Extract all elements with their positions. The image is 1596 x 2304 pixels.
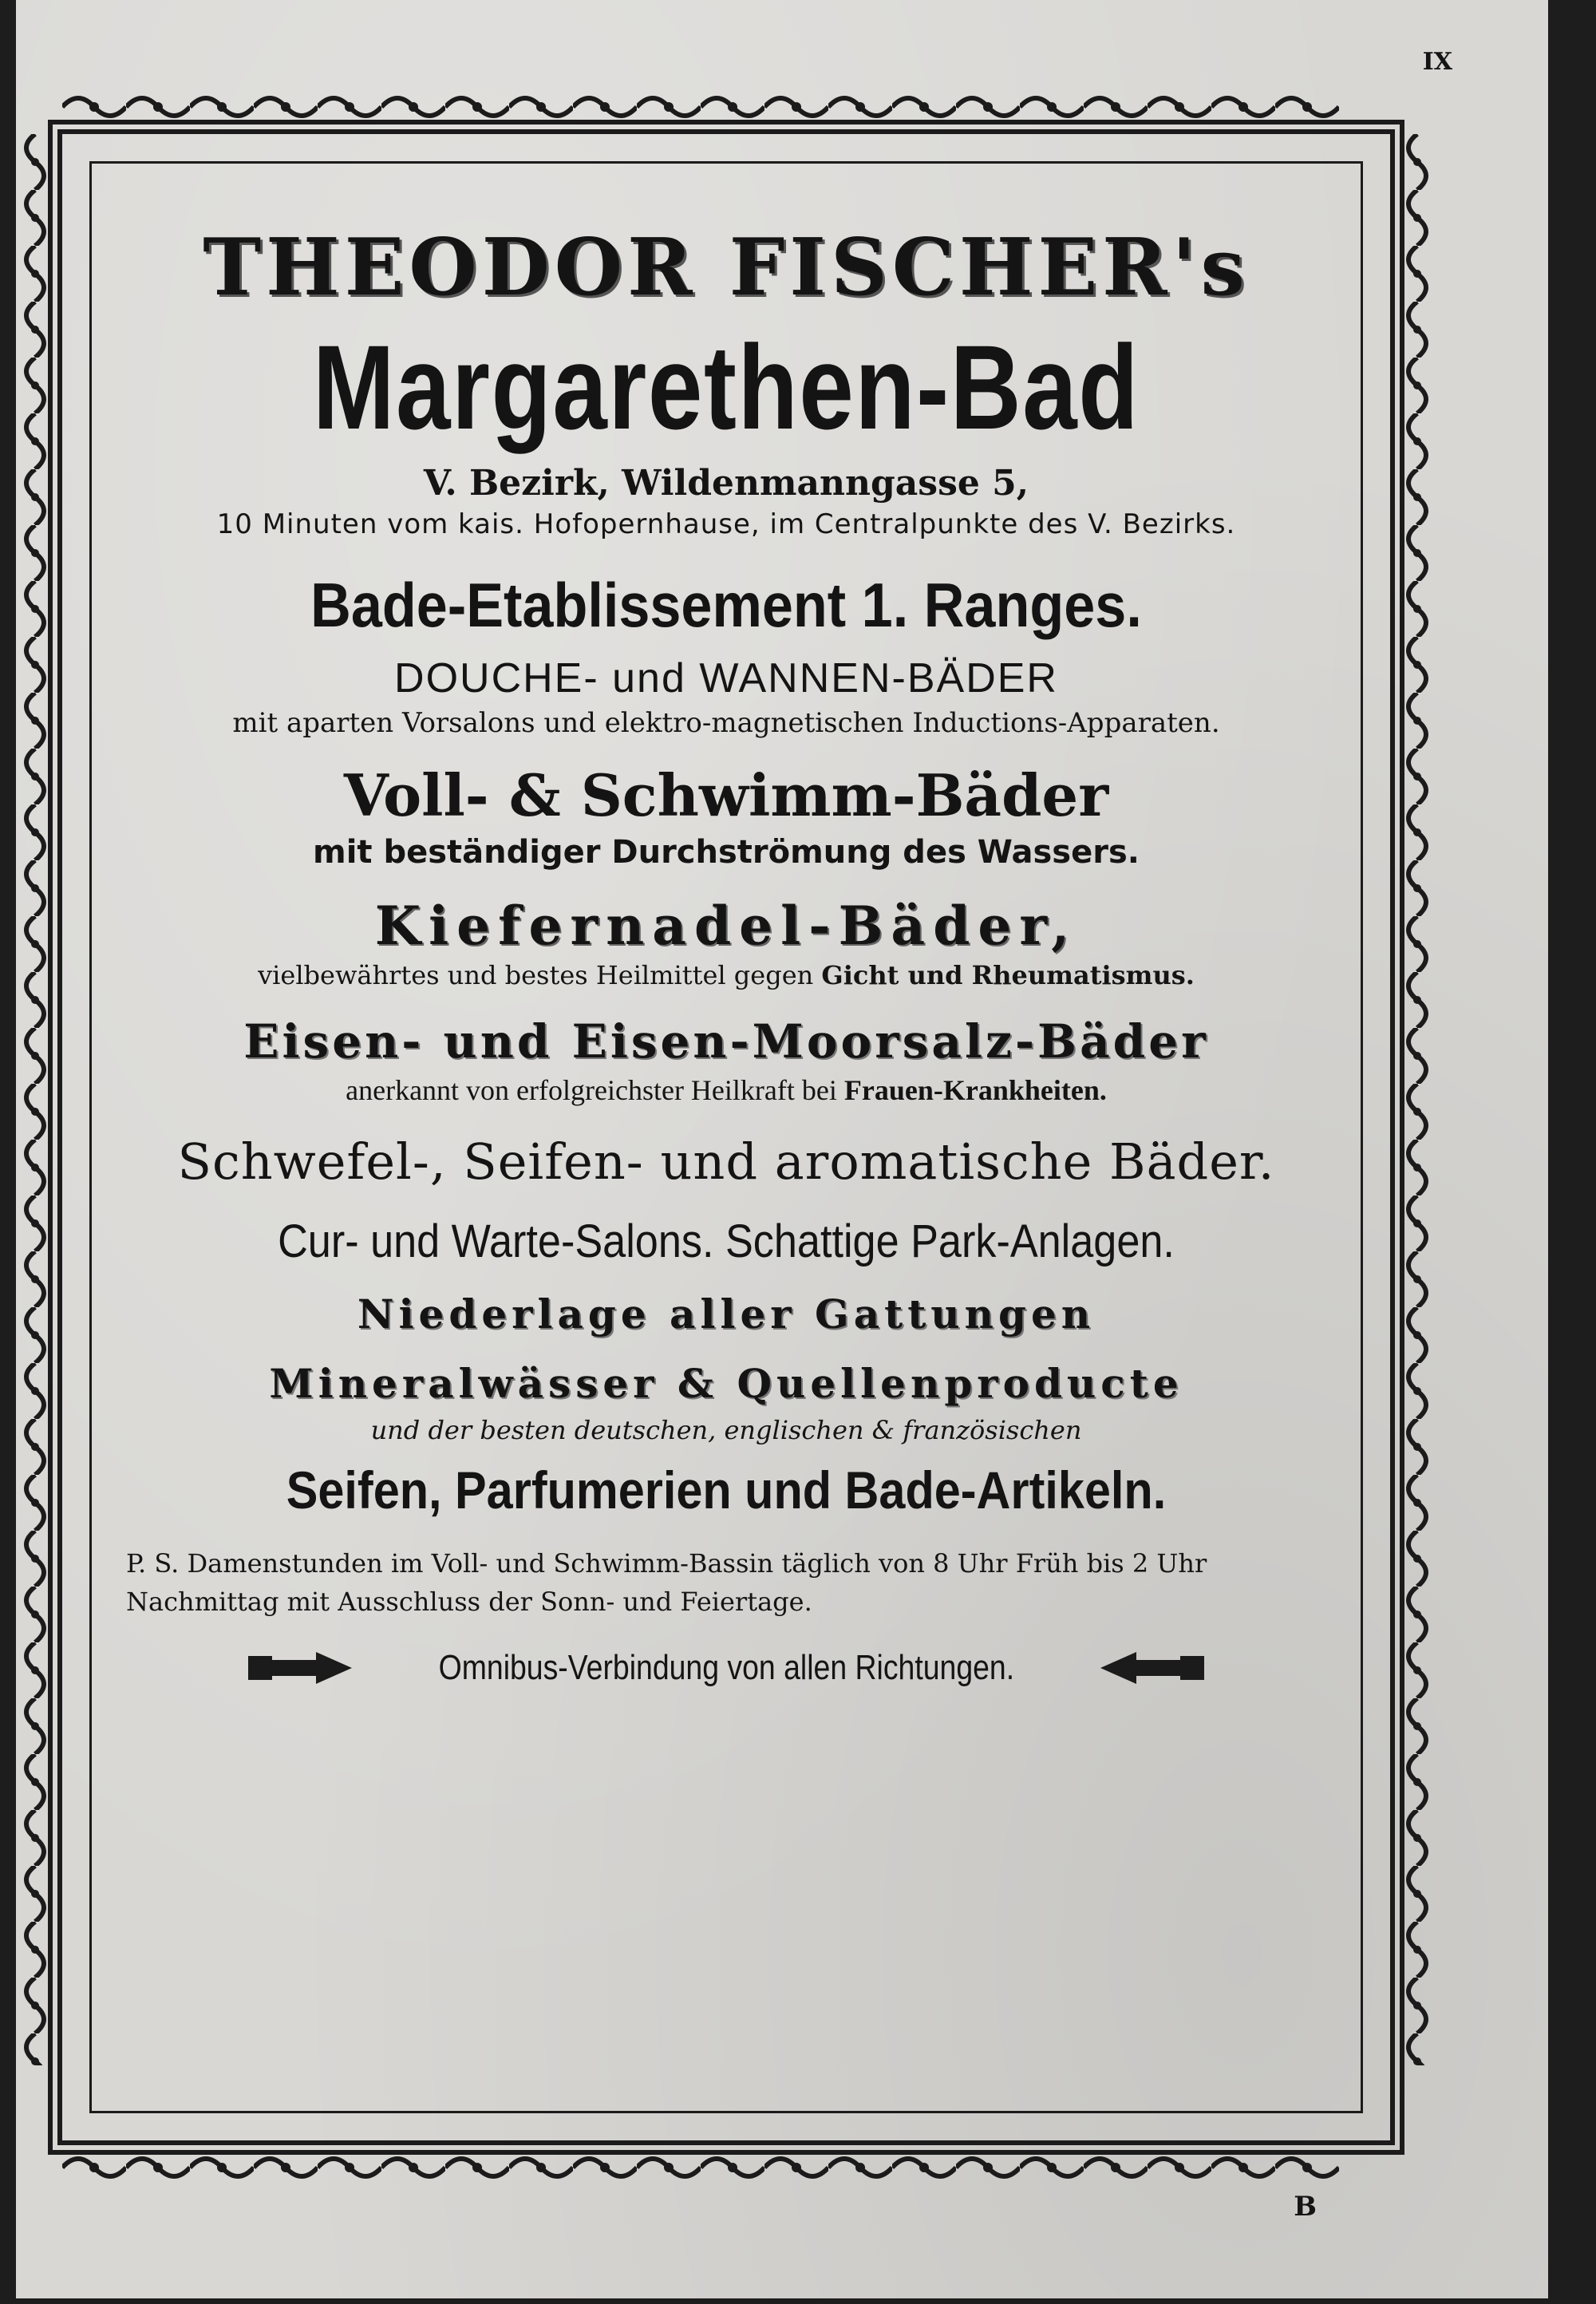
eisen-note-a: anerkannt von erfolgreichster Heilkraft bei (346, 1074, 837, 1106)
mineral-heading: Mineralwässer & Quellenproducte (269, 1360, 1183, 1407)
voll-note: mit beständiger Durchströmung des Wassers. (313, 834, 1140, 871)
signature-mark: B (1294, 2191, 1317, 2223)
kiefer-note (118, 960, 1334, 990)
ps-note: P. S. Damenstunden im Voll- und Schwimm-Bassin täglich von 8 Uhr Früh bis 2 Uhr Nachmittag mit Ausschluss der Sonn- und Feiertage. (126, 1548, 1207, 1617)
cur-line: Cur- und Warte-Salons. Schattige Park-Anlagen. (278, 1215, 1175, 1267)
voll-heading: Voll- & Schwimm-Bäder (343, 761, 1109, 829)
kiefer-note-a: vielbewährtes und bestes Heilmittel gegen (258, 960, 814, 990)
title-owner: THEODOR FISCHER's (203, 222, 1250, 314)
kiefer-heading: Kiefernadel-Bäder, (374, 895, 1078, 957)
top-garland-ornament (62, 89, 1339, 124)
title-name: Margarethen-Bad (312, 320, 1140, 454)
pointing-hand-left-icon (1096, 1640, 1208, 1696)
pointing-hand-right-icon (244, 1640, 356, 1696)
eisen-note-b: Frauen-Krankheiten. (843, 1074, 1107, 1106)
schwefel-heading: Schwefel-, Seifen- und aromatische Bäder. (177, 1132, 1275, 1191)
omnibus-row (118, 1640, 1334, 1696)
location-note: 10 Minuten vom kais. Hofopernhause, im Centralpunkte des V. Bezirks. (216, 508, 1236, 540)
right-vine-ornament (1400, 134, 1435, 2065)
eisen-heading: Eisen- und Eisen-Moorsalz-Bäder (243, 1014, 1209, 1069)
kiefer-note-b: Gicht und Rheumatismus. (821, 960, 1195, 990)
seifen-heading: Seifen, Parfumerien und Bade-Artikeln. (286, 1460, 1167, 1520)
deutsch-line: und der besten deutschen, englischen & französischen (370, 1415, 1082, 1445)
bottom-garland-ornament (62, 2150, 1339, 2185)
page-number: IX (1422, 48, 1452, 76)
eisen-note (118, 1073, 1334, 1107)
douche-heading: DOUCHE- und WANNEN-BÄDER (394, 655, 1058, 701)
rank-heading: Bade-Etablissement 1. Ranges. (310, 570, 1142, 640)
address: V. Bezirk, Wildenmanngasse 5, (423, 463, 1029, 504)
niederlage-heading: Niederlage aller Gattungen (357, 1290, 1096, 1338)
ornamental-border (48, 120, 1404, 2155)
page (16, 0, 1548, 2298)
advertisement-body (118, 206, 1334, 2069)
douche-note: mit aparten Vorsalons und elektro-magnetischen Inductions-Apparaten. (232, 707, 1220, 739)
left-vine-ornament (18, 134, 53, 2065)
omnibus-line: Omnibus-Verbindung von allen Richtungen. (438, 1648, 1014, 1687)
